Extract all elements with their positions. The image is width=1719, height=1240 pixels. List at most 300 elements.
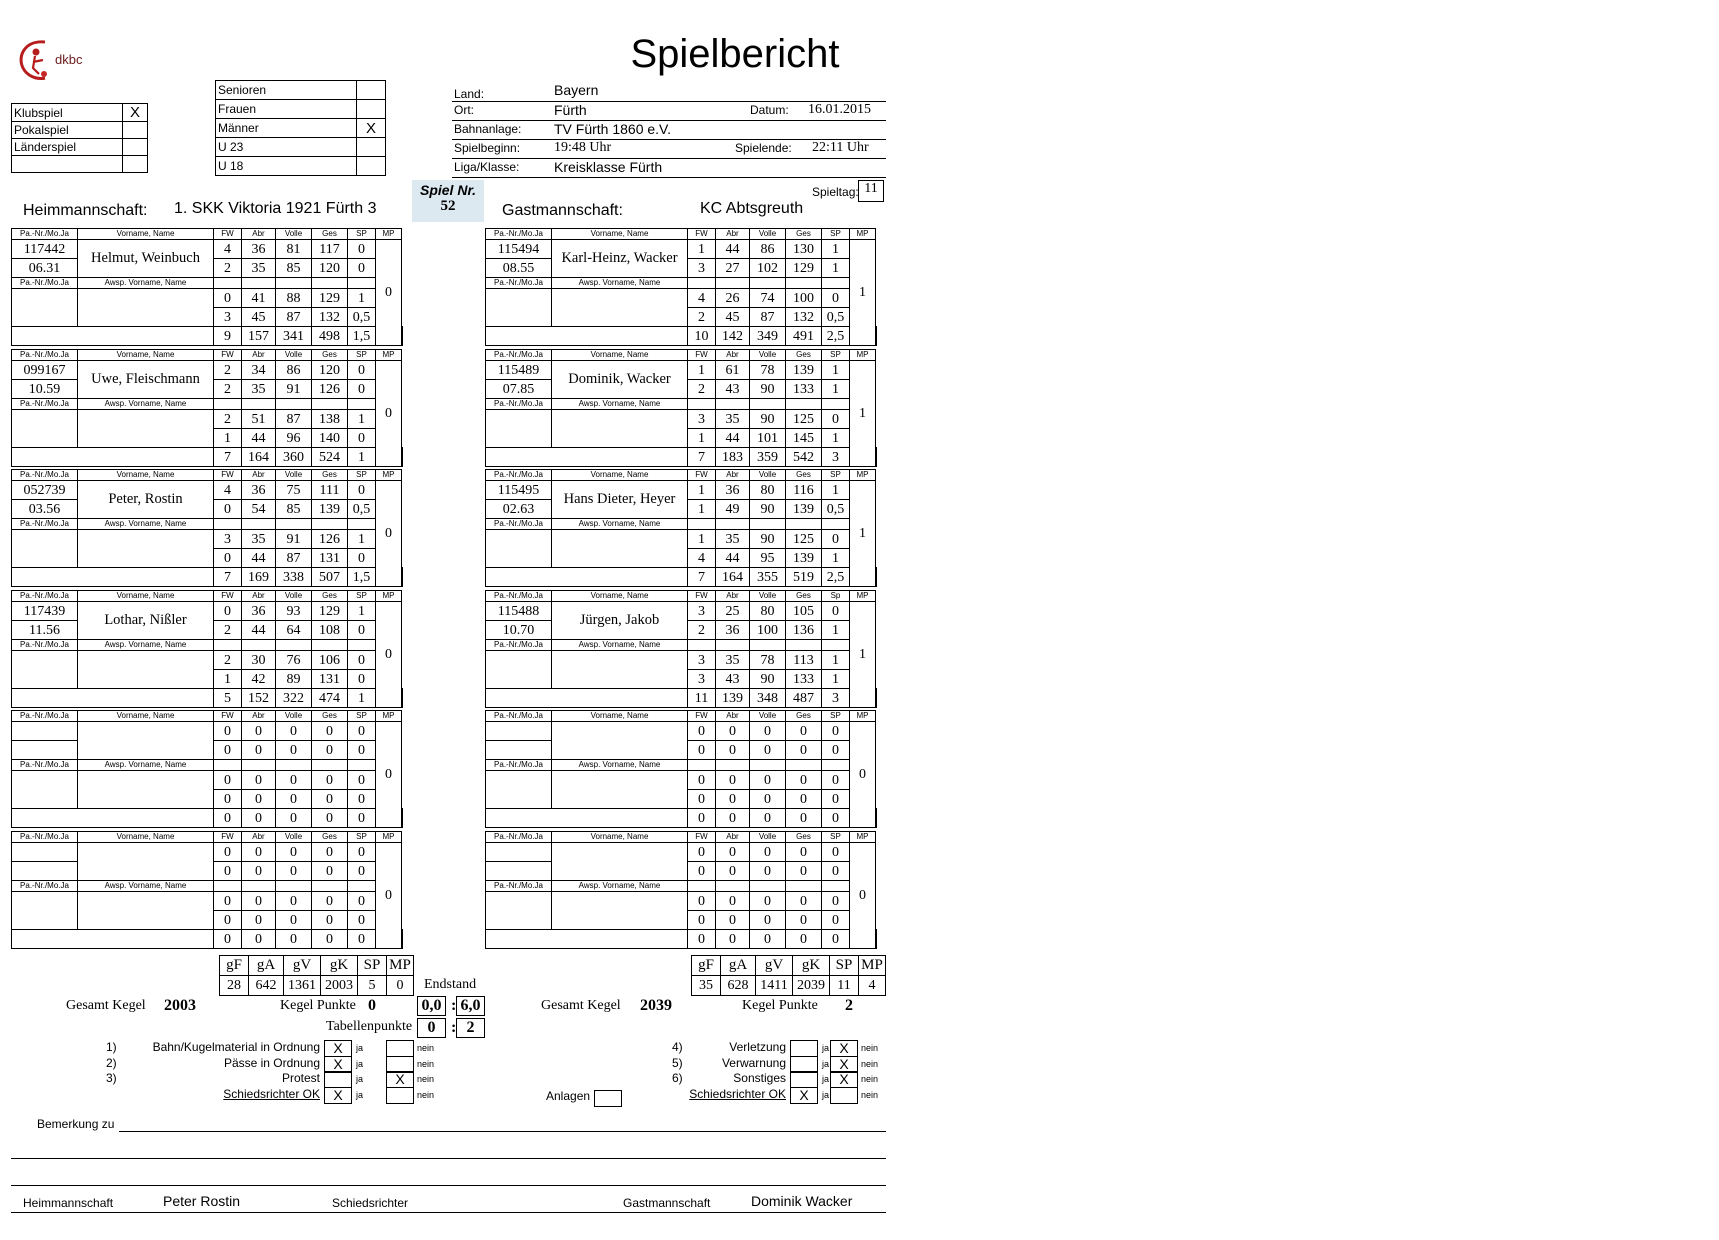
category-checkbox[interactable]	[357, 100, 386, 119]
score-cell[interactable]: 0	[348, 843, 376, 862]
score-cell[interactable]: 0	[276, 771, 312, 790]
score-cell[interactable]: 3	[688, 651, 716, 670]
game-type-checkbox[interactable]	[123, 122, 148, 139]
check-nein-box[interactable]	[830, 1087, 858, 1104]
score-cell[interactable]: 0	[276, 862, 312, 881]
score-cell[interactable]: 0	[242, 862, 276, 881]
player-name[interactable]: Helmut, Weinbuch	[78, 240, 214, 278]
score-cell[interactable]: 106	[312, 651, 348, 670]
substitute-id[interactable]	[486, 892, 552, 930]
score-cell[interactable]: 1	[688, 240, 716, 259]
score-cell[interactable]: 43	[716, 670, 750, 689]
score-cell[interactable]: 1	[822, 240, 850, 259]
substitute-name[interactable]	[78, 289, 214, 327]
substitute-id[interactable]	[486, 410, 552, 448]
check-ja-box[interactable]: X	[324, 1056, 352, 1073]
score-cell[interactable]: 125	[786, 530, 822, 549]
match-points[interactable]: 1	[850, 602, 876, 708]
score-cell[interactable]: 0	[822, 289, 850, 308]
score-cell[interactable]: 130	[786, 240, 822, 259]
score-cell[interactable]: 3	[688, 259, 716, 278]
score-cell[interactable]: 0	[688, 722, 716, 741]
score-cell[interactable]: 90	[750, 530, 786, 549]
score-cell[interactable]: 140	[312, 429, 348, 448]
score-cell[interactable]: 129	[312, 289, 348, 308]
score-cell[interactable]: 0	[214, 911, 242, 930]
game-type-checkbox[interactable]	[123, 156, 148, 173]
match-points[interactable]: 0	[376, 722, 402, 828]
score-cell[interactable]: 45	[242, 308, 276, 327]
score-cell[interactable]: 91	[276, 530, 312, 549]
player-name[interactable]	[552, 843, 688, 881]
match-points[interactable]: 1	[850, 240, 876, 346]
player-dob[interactable]	[12, 741, 78, 760]
score-cell[interactable]: 91	[276, 380, 312, 399]
score-cell[interactable]: 0	[312, 862, 348, 881]
substitute-id[interactable]	[486, 530, 552, 568]
score-cell[interactable]: 90	[750, 670, 786, 689]
score-cell[interactable]: 35	[242, 259, 276, 278]
score-cell[interactable]: 129	[786, 259, 822, 278]
score-cell[interactable]: 0,5	[822, 500, 850, 519]
score-cell[interactable]: 2	[214, 259, 242, 278]
score-cell[interactable]: 61	[716, 361, 750, 380]
player-id[interactable]	[486, 843, 552, 862]
score-cell[interactable]: 0,5	[822, 308, 850, 327]
score-cell[interactable]: 35	[716, 530, 750, 549]
check-nein-box[interactable]: X	[830, 1071, 858, 1088]
score-cell[interactable]: 0	[214, 771, 242, 790]
score-cell[interactable]: 36	[242, 481, 276, 500]
score-cell[interactable]: 2	[214, 380, 242, 399]
player-name[interactable]: Dominik, Wacker	[552, 361, 688, 399]
score-cell[interactable]: 0	[214, 289, 242, 308]
score-cell[interactable]: 0	[688, 862, 716, 881]
anlagen-box[interactable]	[594, 1090, 622, 1107]
player-name[interactable]: Hans Dieter, Heyer	[552, 481, 688, 519]
score-cell[interactable]: 96	[276, 429, 312, 448]
score-cell[interactable]: 34	[242, 361, 276, 380]
match-points[interactable]: 0	[850, 843, 876, 949]
player-dob[interactable]	[486, 862, 552, 881]
player-dob[interactable]	[12, 862, 78, 881]
score-cell[interactable]: 139	[312, 500, 348, 519]
substitute-name[interactable]	[552, 289, 688, 327]
score-cell[interactable]: 0	[348, 741, 376, 760]
substitute-id[interactable]	[12, 289, 78, 327]
score-cell[interactable]: 44	[716, 549, 750, 568]
score-cell[interactable]: 1	[688, 429, 716, 448]
player-dob[interactable]: 02.63	[486, 500, 552, 519]
score-cell[interactable]: 0	[348, 361, 376, 380]
score-cell[interactable]: 3	[688, 410, 716, 429]
check-nein-box[interactable]	[386, 1087, 414, 1104]
match-points[interactable]: 1	[850, 361, 876, 467]
score-cell[interactable]: 0	[214, 892, 242, 911]
score-cell[interactable]: 0,5	[348, 500, 376, 519]
score-cell[interactable]: 0	[242, 843, 276, 862]
score-cell[interactable]: 0	[348, 621, 376, 640]
bemerkung-line-1[interactable]	[119, 1131, 886, 1132]
score-cell[interactable]: 36	[242, 240, 276, 259]
score-cell[interactable]: 0	[214, 722, 242, 741]
score-cell[interactable]: 0	[786, 722, 822, 741]
score-cell[interactable]: 133	[786, 670, 822, 689]
check-ja-box[interactable]: X	[324, 1087, 352, 1104]
score-cell[interactable]: 100	[786, 289, 822, 308]
score-cell[interactable]: 0	[750, 911, 786, 930]
score-cell[interactable]: 74	[750, 289, 786, 308]
score-cell[interactable]: 1	[822, 549, 850, 568]
score-cell[interactable]: 85	[276, 259, 312, 278]
score-cell[interactable]: 0	[786, 892, 822, 911]
player-id[interactable]: 117439	[12, 602, 78, 621]
score-cell[interactable]: 0	[822, 771, 850, 790]
score-cell[interactable]: 0	[242, 771, 276, 790]
check-ja-box[interactable]	[790, 1040, 818, 1057]
check-ja-box[interactable]	[324, 1071, 352, 1088]
score-cell[interactable]: 0	[688, 892, 716, 911]
score-cell[interactable]: 0	[348, 651, 376, 670]
score-cell[interactable]: 45	[716, 308, 750, 327]
score-cell[interactable]: 86	[750, 240, 786, 259]
score-cell[interactable]: 0	[688, 741, 716, 760]
score-cell[interactable]: 116	[786, 481, 822, 500]
score-cell[interactable]: 3	[688, 670, 716, 689]
score-cell[interactable]: 35	[242, 380, 276, 399]
score-cell[interactable]: 81	[276, 240, 312, 259]
score-cell[interactable]: 2	[214, 651, 242, 670]
match-points[interactable]: 1	[850, 481, 876, 587]
score-cell[interactable]: 0	[348, 790, 376, 809]
score-cell[interactable]: 0	[276, 790, 312, 809]
score-cell[interactable]: 0	[786, 911, 822, 930]
score-cell[interactable]: 0	[822, 892, 850, 911]
score-cell[interactable]: 0	[214, 790, 242, 809]
score-cell[interactable]: 120	[312, 259, 348, 278]
score-cell[interactable]: 93	[276, 602, 312, 621]
score-cell[interactable]: 0	[750, 862, 786, 881]
score-cell[interactable]: 139	[786, 549, 822, 568]
score-cell[interactable]: 4	[214, 481, 242, 500]
score-cell[interactable]: 136	[786, 621, 822, 640]
score-cell[interactable]: 1	[822, 670, 850, 689]
score-cell[interactable]: 2	[688, 308, 716, 327]
substitute-id[interactable]	[12, 892, 78, 930]
score-cell[interactable]: 2	[688, 621, 716, 640]
score-cell[interactable]: 85	[276, 500, 312, 519]
substitute-id[interactable]	[12, 530, 78, 568]
score-cell[interactable]: 0	[716, 892, 750, 911]
score-cell[interactable]: 0	[716, 790, 750, 809]
score-cell[interactable]: 89	[276, 670, 312, 689]
score-cell[interactable]: 0	[822, 911, 850, 930]
score-cell[interactable]: 0	[822, 530, 850, 549]
score-cell[interactable]: 0	[276, 722, 312, 741]
player-name[interactable]: Karl-Heinz, Wacker	[552, 240, 688, 278]
score-cell[interactable]: 0	[822, 410, 850, 429]
score-cell[interactable]: 0	[348, 259, 376, 278]
score-cell[interactable]: 0	[348, 670, 376, 689]
score-cell[interactable]: 87	[750, 308, 786, 327]
player-dob[interactable]: 06.31	[12, 259, 78, 278]
match-points[interactable]: 0	[376, 481, 402, 587]
score-cell[interactable]: 41	[242, 289, 276, 308]
score-cell[interactable]: 0	[750, 722, 786, 741]
score-cell[interactable]: 43	[716, 380, 750, 399]
player-id[interactable]: 115488	[486, 602, 552, 621]
score-cell[interactable]: 0	[276, 892, 312, 911]
substitute-id[interactable]	[12, 771, 78, 809]
bemerkung-line-2[interactable]	[11, 1158, 886, 1159]
score-cell[interactable]: 0	[688, 843, 716, 862]
score-cell[interactable]: 78	[750, 651, 786, 670]
match-points[interactable]: 0	[376, 361, 402, 467]
score-cell[interactable]: 0	[312, 911, 348, 930]
player-id[interactable]: 052739	[12, 481, 78, 500]
player-name[interactable]: Peter, Rostin	[78, 481, 214, 519]
category-checkbox[interactable]	[357, 138, 386, 157]
score-cell[interactable]: 44	[242, 549, 276, 568]
score-cell[interactable]: 0	[276, 741, 312, 760]
check-nein-box[interactable]	[386, 1040, 414, 1057]
score-cell[interactable]: 0	[688, 911, 716, 930]
score-cell[interactable]: 0	[716, 741, 750, 760]
substitute-name[interactable]	[78, 892, 214, 930]
score-cell[interactable]: 75	[276, 481, 312, 500]
score-cell[interactable]: 0	[276, 843, 312, 862]
score-cell[interactable]: 0	[214, 741, 242, 760]
score-cell[interactable]: 0	[688, 771, 716, 790]
score-cell[interactable]: 3	[214, 308, 242, 327]
score-cell[interactable]: 0	[348, 549, 376, 568]
score-cell[interactable]: 0	[786, 741, 822, 760]
score-cell[interactable]: 1	[822, 429, 850, 448]
score-cell[interactable]: 0	[242, 790, 276, 809]
score-cell[interactable]: 133	[786, 380, 822, 399]
match-points[interactable]: 0	[376, 843, 402, 949]
score-cell[interactable]: 0	[786, 790, 822, 809]
score-cell[interactable]: 0	[312, 790, 348, 809]
score-cell[interactable]: 126	[312, 530, 348, 549]
score-cell[interactable]: 42	[242, 670, 276, 689]
score-cell[interactable]: 90	[750, 410, 786, 429]
score-cell[interactable]: 117	[312, 240, 348, 259]
score-cell[interactable]: 0	[242, 892, 276, 911]
player-id[interactable]	[12, 843, 78, 862]
score-cell[interactable]: 111	[312, 481, 348, 500]
score-cell[interactable]: 87	[276, 410, 312, 429]
score-cell[interactable]: 78	[750, 361, 786, 380]
player-name[interactable]: Jürgen, Jakob	[552, 602, 688, 640]
score-cell[interactable]: 36	[242, 602, 276, 621]
score-cell[interactable]: 44	[716, 240, 750, 259]
score-cell[interactable]: 1	[822, 621, 850, 640]
score-cell[interactable]: 1	[822, 361, 850, 380]
score-cell[interactable]: 51	[242, 410, 276, 429]
score-cell[interactable]: 87	[276, 308, 312, 327]
score-cell[interactable]: 90	[750, 380, 786, 399]
score-cell[interactable]: 0	[214, 843, 242, 862]
score-cell[interactable]: 54	[242, 500, 276, 519]
score-cell[interactable]: 132	[786, 308, 822, 327]
score-cell[interactable]: 49	[716, 500, 750, 519]
score-cell[interactable]: 0	[786, 862, 822, 881]
check-ja-box[interactable]: X	[324, 1040, 352, 1057]
score-cell[interactable]: 36	[716, 481, 750, 500]
score-cell[interactable]: 138	[312, 410, 348, 429]
player-dob[interactable]: 03.56	[12, 500, 78, 519]
player-name[interactable]: Uwe, Fleischmann	[78, 361, 214, 399]
score-cell[interactable]: 1	[688, 361, 716, 380]
player-name[interactable]	[552, 722, 688, 760]
score-cell[interactable]: 4	[214, 240, 242, 259]
score-cell[interactable]: 0	[750, 843, 786, 862]
player-id[interactable]	[12, 722, 78, 741]
substitute-name[interactable]	[552, 530, 688, 568]
score-cell[interactable]: 0	[348, 240, 376, 259]
score-cell[interactable]: 0	[312, 722, 348, 741]
game-type-checkbox[interactable]	[123, 139, 148, 156]
score-cell[interactable]: 0	[822, 843, 850, 862]
score-cell[interactable]: 0	[716, 722, 750, 741]
player-dob[interactable]: 10.70	[486, 621, 552, 640]
score-cell[interactable]: 76	[276, 651, 312, 670]
score-cell[interactable]: 108	[312, 621, 348, 640]
player-dob[interactable]: 11.56	[12, 621, 78, 640]
substitute-name[interactable]	[552, 651, 688, 689]
match-points[interactable]: 0	[376, 240, 402, 346]
score-cell[interactable]: 0	[716, 771, 750, 790]
score-cell[interactable]: 0	[786, 843, 822, 862]
score-cell[interactable]: 0	[348, 481, 376, 500]
score-cell[interactable]: 105	[786, 602, 822, 621]
check-ja-box[interactable]: X	[790, 1087, 818, 1104]
match-points[interactable]: 0	[376, 602, 402, 708]
score-cell[interactable]: 0	[348, 911, 376, 930]
substitute-id[interactable]	[486, 289, 552, 327]
score-cell[interactable]: 0	[822, 862, 850, 881]
score-cell[interactable]: 0	[348, 380, 376, 399]
substitute-name[interactable]	[78, 771, 214, 809]
score-cell[interactable]: 101	[750, 429, 786, 448]
player-name[interactable]: Lothar, Nißler	[78, 602, 214, 640]
score-cell[interactable]: 95	[750, 549, 786, 568]
match-points[interactable]: 0	[850, 722, 876, 828]
score-cell[interactable]: 35	[716, 410, 750, 429]
score-cell[interactable]: 36	[716, 621, 750, 640]
player-id[interactable]: 115495	[486, 481, 552, 500]
substitute-id[interactable]	[486, 771, 552, 809]
substitute-id[interactable]	[12, 410, 78, 448]
score-cell[interactable]: 100	[750, 621, 786, 640]
score-cell[interactable]: 1	[822, 481, 850, 500]
score-cell[interactable]: 129	[312, 602, 348, 621]
score-cell[interactable]: 0	[750, 892, 786, 911]
score-cell[interactable]: 132	[312, 308, 348, 327]
score-cell[interactable]: 0	[242, 911, 276, 930]
score-cell[interactable]: 0	[822, 602, 850, 621]
score-cell[interactable]: 0	[750, 741, 786, 760]
player-dob[interactable]	[486, 741, 552, 760]
score-cell[interactable]: 90	[750, 500, 786, 519]
score-cell[interactable]: 0	[348, 722, 376, 741]
score-cell[interactable]: 126	[312, 380, 348, 399]
score-cell[interactable]: 2	[214, 621, 242, 640]
score-cell[interactable]: 0	[214, 862, 242, 881]
substitute-name[interactable]	[78, 530, 214, 568]
score-cell[interactable]: 26	[716, 289, 750, 308]
substitute-name[interactable]	[552, 410, 688, 448]
score-cell[interactable]: 0	[214, 549, 242, 568]
score-cell[interactable]: 44	[242, 429, 276, 448]
signature-line[interactable]	[11, 1212, 886, 1213]
score-cell[interactable]: 0	[716, 862, 750, 881]
check-ja-box[interactable]	[790, 1071, 818, 1088]
score-cell[interactable]: 27	[716, 259, 750, 278]
score-cell[interactable]: 0	[822, 741, 850, 760]
score-cell[interactable]: 0	[750, 771, 786, 790]
score-cell[interactable]: 139	[786, 500, 822, 519]
score-cell[interactable]: 0	[348, 771, 376, 790]
check-nein-box[interactable]: X	[386, 1071, 414, 1088]
player-dob[interactable]: 08.55	[486, 259, 552, 278]
player-id[interactable]: 099167	[12, 361, 78, 380]
score-cell[interactable]: 0	[242, 741, 276, 760]
score-cell[interactable]: 0	[750, 790, 786, 809]
score-cell[interactable]: 1	[214, 429, 242, 448]
score-cell[interactable]: 0	[822, 790, 850, 809]
score-cell[interactable]: 113	[786, 651, 822, 670]
substitute-id[interactable]	[486, 651, 552, 689]
substitute-name[interactable]	[78, 651, 214, 689]
score-cell[interactable]: 0	[312, 771, 348, 790]
score-cell[interactable]: 1	[348, 289, 376, 308]
score-cell[interactable]: 2	[214, 361, 242, 380]
category-checkbox[interactable]: X	[357, 119, 386, 138]
score-cell[interactable]: 1	[688, 500, 716, 519]
player-id[interactable]: 117442	[12, 240, 78, 259]
score-cell[interactable]: 102	[750, 259, 786, 278]
score-cell[interactable]: 120	[312, 361, 348, 380]
score-cell[interactable]: 0	[822, 722, 850, 741]
player-id[interactable]: 115494	[486, 240, 552, 259]
score-cell[interactable]: 0	[786, 771, 822, 790]
check-nein-box[interactable]: X	[830, 1056, 858, 1073]
score-cell[interactable]: 0	[348, 862, 376, 881]
score-cell[interactable]: 0	[688, 790, 716, 809]
score-cell[interactable]: 1	[348, 602, 376, 621]
score-cell[interactable]: 80	[750, 481, 786, 500]
score-cell[interactable]: 3	[688, 602, 716, 621]
score-cell[interactable]: 0,5	[348, 308, 376, 327]
score-cell[interactable]: 145	[786, 429, 822, 448]
score-cell[interactable]: 88	[276, 289, 312, 308]
bemerkung-line-3[interactable]	[11, 1185, 886, 1186]
score-cell[interactable]: 131	[312, 670, 348, 689]
score-cell[interactable]: 0	[716, 911, 750, 930]
score-cell[interactable]: 35	[242, 530, 276, 549]
score-cell[interactable]: 2	[688, 380, 716, 399]
score-cell[interactable]: 25	[716, 602, 750, 621]
score-cell[interactable]: 0	[312, 741, 348, 760]
score-cell[interactable]: 1	[348, 410, 376, 429]
player-name[interactable]	[78, 843, 214, 881]
score-cell[interactable]: 0	[348, 429, 376, 448]
score-cell[interactable]: 0	[276, 911, 312, 930]
player-id[interactable]: 115489	[486, 361, 552, 380]
player-id[interactable]	[486, 722, 552, 741]
